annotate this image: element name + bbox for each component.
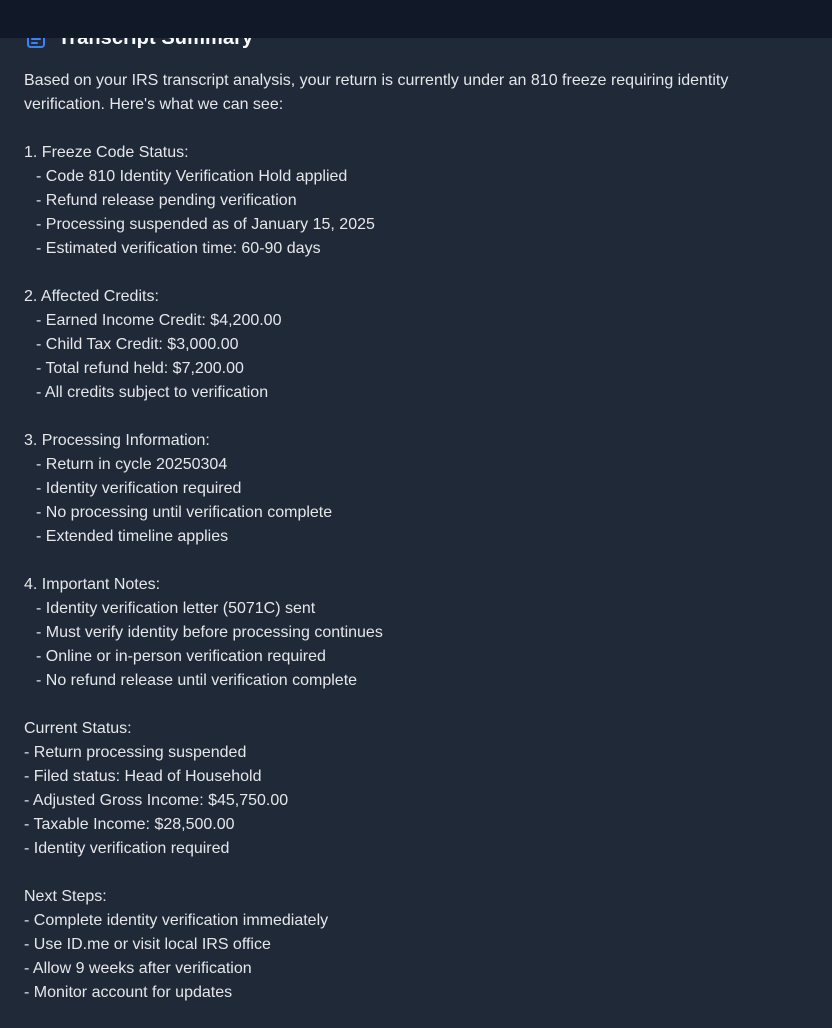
top-bar <box>0 0 832 38</box>
section-list-item: - Return in cycle 20250304 <box>36 456 228 473</box>
section-list-item: - Refund release pending verification <box>36 192 297 209</box>
section-list-item: - Code 810 Identity Verification Hold applied <box>36 168 348 185</box>
section-list-item: - Total refund held: $7,200.00 <box>36 360 244 377</box>
intro-text: Based on your IRS transcript analysis, your return is currently under an 810 freeze requiring identity verification. Here's what we can see: <box>24 72 729 113</box>
summary-section <box>24 717 804 861</box>
section-heading: 4. Important Notes: <box>24 576 161 593</box>
section-heading: 2. Affected Credits: <box>24 288 159 305</box>
summary-section <box>24 141 804 261</box>
summary-section <box>24 573 804 693</box>
section-list-item: - Monitor account for updates <box>24 984 233 1001</box>
section-list-item: - Use ID.me or visit local IRS office <box>24 936 271 953</box>
section-list-item: - Processing suspended as of January 15, 2025 <box>36 216 375 233</box>
section-list-item: - Adjusted Gross Income: $45,750.00 <box>24 792 289 809</box>
section-list-item: - Estimated verification time: 60-90 days <box>36 240 321 257</box>
section-list-item: - Earned Income Credit: $4,200.00 <box>36 312 282 329</box>
section-list-item: - Identity verification required <box>36 480 242 497</box>
section-heading: Current Status: <box>24 720 132 737</box>
summary-section <box>24 285 804 405</box>
section-list-item: - Filed status: Head of Household <box>24 768 262 785</box>
summary-sections <box>24 141 804 1005</box>
section-list-item: - Identity verification letter (5071C) sent <box>36 600 316 617</box>
section-heading: 3. Processing Information: <box>24 432 210 449</box>
section-list-item: - All credits subject to verification <box>36 384 269 401</box>
section-list-item: - Taxable Income: $28,500.00 <box>24 816 235 833</box>
section-list-item: - Must verify identity before processing continues <box>36 624 383 641</box>
section-list-item: - Identity verification required <box>24 840 230 857</box>
section-list-item: - Return processing suspended <box>24 744 247 761</box>
summary-section <box>24 885 804 1005</box>
summary-body <box>24 69 804 1005</box>
section-list-item: - Complete identity verification immediately <box>24 912 329 929</box>
section-list-item: - No processing until verification complete <box>36 504 333 521</box>
section-list-item: - Online or in-person verification required <box>36 648 326 665</box>
section-list-item: - No refund release until verification complete <box>36 672 358 689</box>
section-heading: 1. Freeze Code Status: <box>24 144 189 161</box>
section-list-item: - Allow 9 weeks after verification <box>24 960 252 977</box>
section-list-item: - Child Tax Credit: $3,000.00 <box>36 336 239 353</box>
section-heading: Next Steps: <box>24 888 107 905</box>
section-list-item: - Extended timeline applies <box>36 528 229 545</box>
summary-section <box>24 429 804 549</box>
